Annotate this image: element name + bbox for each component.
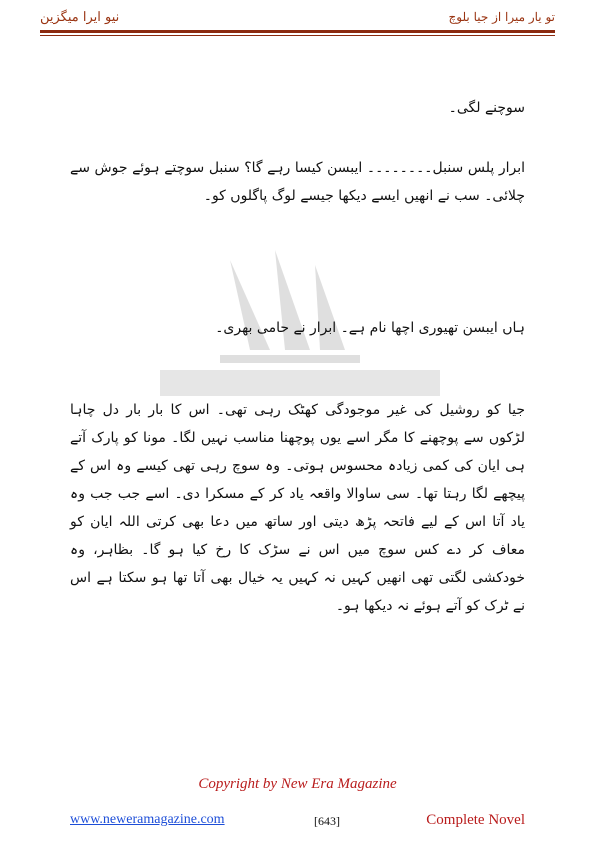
copyright-notice: Copyright by New Era Magazine	[198, 776, 397, 792]
paragraph-4: جیا کو روشیل کی غیر موجودگی کھٹک رہی تھی۔ اس کا بار بار دل چاہا لڑکوں سے پوچھنے کا مگر اسے یوں پوچھنا مناسب نہیں لگا۔ مونا کو پارک آتے ہی ایان کی کمی زیادہ محسوس ہوتی۔ وہ سوچ رہی تھی کیسے وہ اس کے پیچھے لگا رہتا تھا۔ سی ساوالا واقعہ یاد کر کے مسکرا دی۔ اسے جب جب وہ یاد آتا اس کے لیے فاتحہ پڑھ دیتی اور ساتھ میں دعا بھی کرتی اللہ ایان کو معاف کر دے کس سوچ میں اس نے سڑک کا رخ کیا ہو گا۔ بظاہر، وہ خودکشی لگتی تھی انھیں کہیں نہ کہیں یہ خیال بھی آتا تھا ہو سکتا ہے اس نے ٹرک کو آتے ہوئے نہ دیکھا ہو۔	[70, 402, 525, 614]
page-number: [643]	[314, 814, 340, 828]
paragraph-2: ابرار پلس سنبل۔۔۔۔۔۔۔۔ ایبسن کیسا رہے گا؟ سنبل سوچتے ہوئے جوش سے چلائی۔ سب نے انھیں ایسے دیکھا جیسے لوگ پاگلوں کو۔	[70, 160, 525, 204]
paragraph-3: ہاں ایبسن تھیوری اچھا نام ہے۔ ابرار نے حامی بھری۔	[215, 320, 525, 336]
paragraph-1: سوچنے لگی۔	[448, 100, 525, 116]
magazine-name: نیو ایرا میگزین	[40, 10, 120, 25]
page-header	[40, 6, 555, 28]
header-rule-thick	[40, 30, 555, 33]
header-rule-thin	[40, 35, 555, 36]
story-title: تو یار میرا از جیا بلوچ	[448, 10, 555, 24]
category-label: Complete Novel	[426, 812, 525, 828]
website-link[interactable]: www.neweramagazine.com	[70, 812, 225, 827]
